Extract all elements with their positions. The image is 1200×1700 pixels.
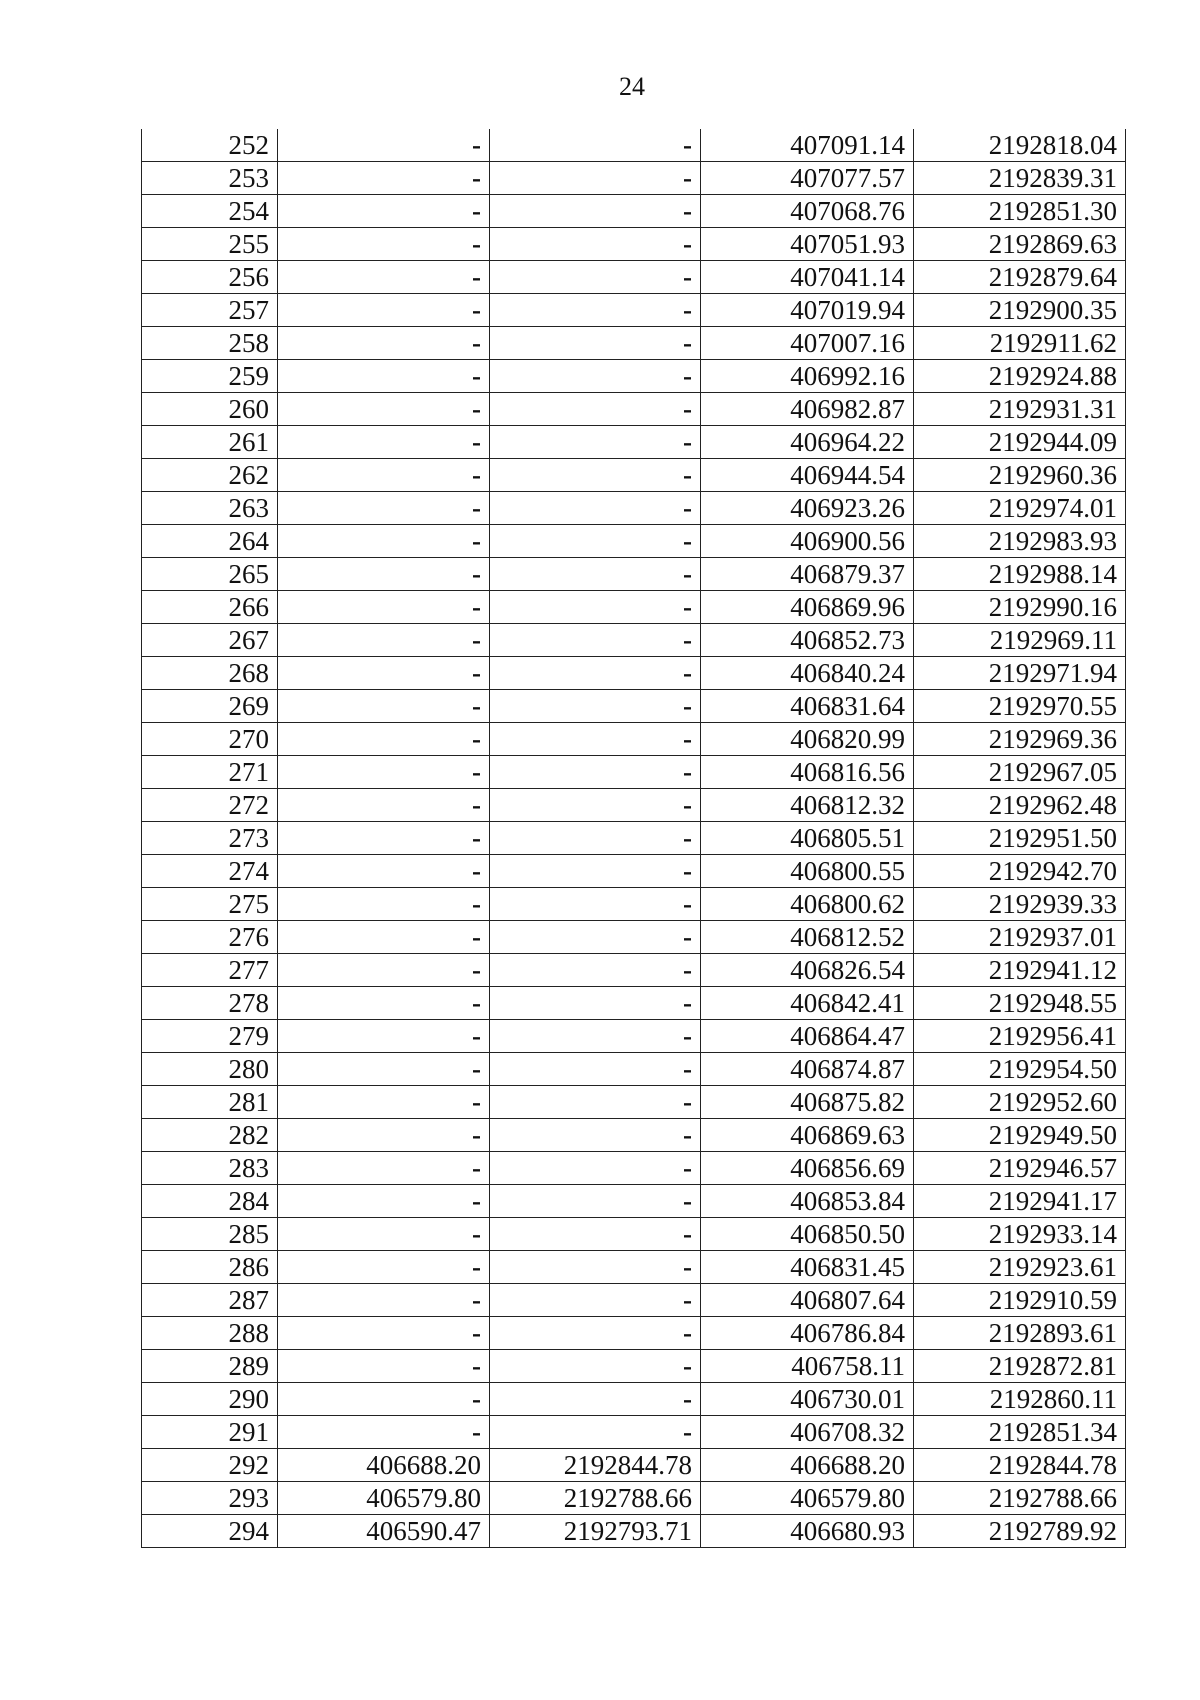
x-coordinate-new-cell: 407041.14 — [701, 261, 914, 294]
table-row — [142, 1350, 1126, 1383]
y-coordinate-cell: - — [490, 1086, 701, 1119]
y-coordinate-cell: - — [490, 228, 701, 261]
point-number-cell: 259 — [142, 360, 278, 393]
point-number-cell: 283 — [142, 1152, 278, 1185]
table-row — [142, 558, 1126, 591]
x-coordinate-new-cell: 406800.62 — [701, 888, 914, 921]
y-coordinate-cell: - — [490, 954, 701, 987]
x-coordinate-new-cell: 406869.63 — [701, 1119, 914, 1152]
y-coordinate-new-cell: 2192818.04 — [914, 129, 1126, 162]
point-number-cell: 253 — [142, 162, 278, 195]
x-coordinate-cell: - — [278, 294, 490, 327]
x-coordinate-new-cell: 406708.32 — [701, 1416, 914, 1449]
point-number-cell: 263 — [142, 492, 278, 525]
y-coordinate-new-cell: 2192860.11 — [914, 1383, 1126, 1416]
x-coordinate-new-cell: 406826.54 — [701, 954, 914, 987]
point-number-cell: 281 — [142, 1086, 278, 1119]
y-coordinate-cell: - — [490, 558, 701, 591]
x-coordinate-new-cell: 406816.56 — [701, 756, 914, 789]
x-coordinate-new-cell: 407068.76 — [701, 195, 914, 228]
y-coordinate-cell: - — [490, 657, 701, 690]
x-coordinate-new-cell: 407019.94 — [701, 294, 914, 327]
y-coordinate-new-cell: 2192941.12 — [914, 954, 1126, 987]
x-coordinate-new-cell: 406992.16 — [701, 360, 914, 393]
x-coordinate-cell: - — [278, 129, 490, 162]
table-row — [142, 624, 1126, 657]
x-coordinate-cell: - — [278, 1020, 490, 1053]
y-coordinate-new-cell: 2192937.01 — [914, 921, 1126, 954]
point-number-cell: 277 — [142, 954, 278, 987]
y-coordinate-new-cell: 2192844.78 — [914, 1449, 1126, 1482]
point-number-cell: 294 — [142, 1515, 278, 1548]
y-coordinate-cell: - — [490, 525, 701, 558]
x-coordinate-new-cell: 406856.69 — [701, 1152, 914, 1185]
y-coordinate-cell: - — [490, 1416, 701, 1449]
x-coordinate-new-cell: 406874.87 — [701, 1053, 914, 1086]
y-coordinate-new-cell: 2192951.50 — [914, 822, 1126, 855]
y-coordinate-cell: 2192844.78 — [490, 1449, 701, 1482]
table-row — [142, 327, 1126, 360]
x-coordinate-cell: - — [278, 459, 490, 492]
x-coordinate-new-cell: 406831.45 — [701, 1251, 914, 1284]
table-row — [142, 1383, 1126, 1416]
point-number-cell: 286 — [142, 1251, 278, 1284]
y-coordinate-new-cell: 2192851.30 — [914, 195, 1126, 228]
y-coordinate-new-cell: 2192893.61 — [914, 1317, 1126, 1350]
table-row — [142, 1317, 1126, 1350]
table-row — [142, 954, 1126, 987]
y-coordinate-cell: - — [490, 426, 701, 459]
point-number-cell: 272 — [142, 789, 278, 822]
y-coordinate-new-cell: 2192788.66 — [914, 1482, 1126, 1515]
table-row — [142, 1020, 1126, 1053]
x-coordinate-new-cell: 406879.37 — [701, 558, 914, 591]
point-number-cell: 260 — [142, 393, 278, 426]
x-coordinate-cell: - — [278, 492, 490, 525]
y-coordinate-new-cell: 2192990.16 — [914, 591, 1126, 624]
y-coordinate-cell: - — [490, 360, 701, 393]
y-coordinate-new-cell: 2192969.11 — [914, 624, 1126, 657]
x-coordinate-cell: - — [278, 723, 490, 756]
y-coordinate-new-cell: 2192789.92 — [914, 1515, 1126, 1548]
point-number-cell: 289 — [142, 1350, 278, 1383]
y-coordinate-new-cell: 2192944.09 — [914, 426, 1126, 459]
x-coordinate-new-cell: 407051.93 — [701, 228, 914, 261]
point-number-cell: 292 — [142, 1449, 278, 1482]
y-coordinate-new-cell: 2192952.60 — [914, 1086, 1126, 1119]
table-row — [142, 1284, 1126, 1317]
x-coordinate-cell: - — [278, 327, 490, 360]
x-coordinate-new-cell: 406800.55 — [701, 855, 914, 888]
x-coordinate-cell: - — [278, 855, 490, 888]
y-coordinate-new-cell: 2192911.62 — [914, 327, 1126, 360]
y-coordinate-new-cell: 2192900.35 — [914, 294, 1126, 327]
x-coordinate-new-cell: 406850.50 — [701, 1218, 914, 1251]
x-coordinate-new-cell: 406864.47 — [701, 1020, 914, 1053]
x-coordinate-new-cell: 407091.14 — [701, 129, 914, 162]
y-coordinate-new-cell: 2192923.61 — [914, 1251, 1126, 1284]
x-coordinate-cell: - — [278, 1119, 490, 1152]
x-coordinate-cell: - — [278, 195, 490, 228]
point-number-cell: 269 — [142, 690, 278, 723]
point-number-cell: 267 — [142, 624, 278, 657]
x-coordinate-cell: - — [278, 789, 490, 822]
y-coordinate-new-cell: 2192910.59 — [914, 1284, 1126, 1317]
x-coordinate-cell: - — [278, 525, 490, 558]
y-coordinate-new-cell: 2192988.14 — [914, 558, 1126, 591]
point-number-cell: 271 — [142, 756, 278, 789]
y-coordinate-cell: - — [490, 492, 701, 525]
x-coordinate-cell: - — [278, 690, 490, 723]
x-coordinate-cell: - — [278, 261, 490, 294]
table-row — [142, 1086, 1126, 1119]
y-coordinate-cell: - — [490, 1218, 701, 1251]
x-coordinate-new-cell: 406805.51 — [701, 822, 914, 855]
x-coordinate-new-cell: 406853.84 — [701, 1185, 914, 1218]
y-coordinate-cell: 2192788.66 — [490, 1482, 701, 1515]
point-number-cell: 270 — [142, 723, 278, 756]
table-row — [142, 1119, 1126, 1152]
x-coordinate-new-cell: 406758.11 — [701, 1350, 914, 1383]
table-row — [142, 459, 1126, 492]
x-coordinate-cell: - — [278, 756, 490, 789]
y-coordinate-cell: - — [490, 261, 701, 294]
y-coordinate-cell: - — [490, 888, 701, 921]
x-coordinate-cell: - — [278, 426, 490, 459]
x-coordinate-cell: - — [278, 1053, 490, 1086]
point-number-cell: 285 — [142, 1218, 278, 1251]
x-coordinate-new-cell: 406875.82 — [701, 1086, 914, 1119]
y-coordinate-cell: - — [490, 1185, 701, 1218]
x-coordinate-cell: - — [278, 1416, 490, 1449]
x-coordinate-cell: - — [278, 1383, 490, 1416]
table-row — [142, 723, 1126, 756]
y-coordinate-cell: - — [490, 162, 701, 195]
y-coordinate-new-cell: 2192946.57 — [914, 1152, 1126, 1185]
y-coordinate-cell: - — [490, 690, 701, 723]
point-number-cell: 265 — [142, 558, 278, 591]
point-number-cell: 287 — [142, 1284, 278, 1317]
table-row — [142, 162, 1126, 195]
x-coordinate-new-cell: 406812.52 — [701, 921, 914, 954]
x-coordinate-new-cell: 406807.64 — [701, 1284, 914, 1317]
point-number-cell: 258 — [142, 327, 278, 360]
y-coordinate-new-cell: 2192969.36 — [914, 723, 1126, 756]
table-row — [142, 855, 1126, 888]
y-coordinate-cell: - — [490, 1317, 701, 1350]
table-row — [142, 1053, 1126, 1086]
y-coordinate-new-cell: 2192971.94 — [914, 657, 1126, 690]
point-number-cell: 276 — [142, 921, 278, 954]
table-row — [142, 690, 1126, 723]
y-coordinate-new-cell: 2192879.64 — [914, 261, 1126, 294]
y-coordinate-cell: - — [490, 723, 701, 756]
point-number-cell: 264 — [142, 525, 278, 558]
x-coordinate-new-cell: 406842.41 — [701, 987, 914, 1020]
y-coordinate-cell: - — [490, 1119, 701, 1152]
y-coordinate-new-cell: 2192941.17 — [914, 1185, 1126, 1218]
y-coordinate-new-cell: 2192939.33 — [914, 888, 1126, 921]
y-coordinate-cell: - — [490, 921, 701, 954]
x-coordinate-cell: 406590.47 — [278, 1515, 490, 1548]
x-coordinate-new-cell: 406812.32 — [701, 789, 914, 822]
table-row — [142, 591, 1126, 624]
point-number-cell: 280 — [142, 1053, 278, 1086]
x-coordinate-new-cell: 406688.20 — [701, 1449, 914, 1482]
table-row — [142, 657, 1126, 690]
x-coordinate-new-cell: 406680.93 — [701, 1515, 914, 1548]
table-row — [142, 822, 1126, 855]
table-row — [142, 492, 1126, 525]
x-coordinate-new-cell: 406730.01 — [701, 1383, 914, 1416]
table-row — [142, 261, 1126, 294]
x-coordinate-cell: - — [278, 162, 490, 195]
y-coordinate-new-cell: 2192960.36 — [914, 459, 1126, 492]
x-coordinate-new-cell: 406579.80 — [701, 1482, 914, 1515]
point-number-cell: 278 — [142, 987, 278, 1020]
table-row — [142, 129, 1126, 162]
y-coordinate-new-cell: 2192954.50 — [914, 1053, 1126, 1086]
y-coordinate-new-cell: 2192872.81 — [914, 1350, 1126, 1383]
x-coordinate-cell: - — [278, 360, 490, 393]
table-row — [142, 294, 1126, 327]
y-coordinate-cell: - — [490, 756, 701, 789]
y-coordinate-new-cell: 2192967.05 — [914, 756, 1126, 789]
point-number-cell: 255 — [142, 228, 278, 261]
x-coordinate-new-cell: 407077.57 — [701, 162, 914, 195]
point-number-cell: 293 — [142, 1482, 278, 1515]
point-number-cell: 288 — [142, 1317, 278, 1350]
x-coordinate-new-cell: 406964.22 — [701, 426, 914, 459]
table-row — [142, 789, 1126, 822]
y-coordinate-cell: - — [490, 1020, 701, 1053]
x-coordinate-new-cell: 406923.26 — [701, 492, 914, 525]
y-coordinate-cell: - — [490, 822, 701, 855]
point-number-cell: 273 — [142, 822, 278, 855]
point-number-cell: 256 — [142, 261, 278, 294]
y-coordinate-new-cell: 2192931.31 — [914, 393, 1126, 426]
x-coordinate-new-cell: 406944.54 — [701, 459, 914, 492]
table-row — [142, 1416, 1126, 1449]
table-row — [142, 987, 1126, 1020]
point-number-cell: 254 — [142, 195, 278, 228]
table-row — [142, 228, 1126, 261]
y-coordinate-cell: - — [490, 459, 701, 492]
y-coordinate-cell: - — [490, 1251, 701, 1284]
y-coordinate-new-cell: 2192974.01 — [914, 492, 1126, 525]
y-coordinate-cell: - — [490, 987, 701, 1020]
point-number-cell: 252 — [142, 129, 278, 162]
x-coordinate-new-cell: 406852.73 — [701, 624, 914, 657]
point-number-cell: 290 — [142, 1383, 278, 1416]
y-coordinate-cell: - — [490, 327, 701, 360]
x-coordinate-cell: - — [278, 954, 490, 987]
x-coordinate-cell: - — [278, 657, 490, 690]
x-coordinate-new-cell: 406900.56 — [701, 525, 914, 558]
x-coordinate-new-cell: 406831.64 — [701, 690, 914, 723]
y-coordinate-cell: - — [490, 195, 701, 228]
table-row — [142, 525, 1126, 558]
y-coordinate-new-cell: 2192962.48 — [914, 789, 1126, 822]
y-coordinate-new-cell: 2192983.93 — [914, 525, 1126, 558]
x-coordinate-cell: - — [278, 1218, 490, 1251]
x-coordinate-cell: - — [278, 987, 490, 1020]
x-coordinate-new-cell: 406786.84 — [701, 1317, 914, 1350]
y-coordinate-cell: - — [490, 1284, 701, 1317]
table-row — [142, 1218, 1126, 1251]
y-coordinate-cell: - — [490, 855, 701, 888]
y-coordinate-new-cell: 2192851.34 — [914, 1416, 1126, 1449]
x-coordinate-cell: - — [278, 1251, 490, 1284]
y-coordinate-cell: - — [490, 591, 701, 624]
x-coordinate-cell: - — [278, 228, 490, 261]
table-row — [142, 1449, 1126, 1482]
point-number-cell: 268 — [142, 657, 278, 690]
x-coordinate-new-cell: 406840.24 — [701, 657, 914, 690]
x-coordinate-cell: - — [278, 822, 490, 855]
x-coordinate-cell: - — [278, 1350, 490, 1383]
point-number-cell: 282 — [142, 1119, 278, 1152]
table-row — [142, 360, 1126, 393]
y-coordinate-cell: - — [490, 129, 701, 162]
table-row — [142, 1515, 1126, 1548]
x-coordinate-cell: - — [278, 1185, 490, 1218]
y-coordinate-new-cell: 2192924.88 — [914, 360, 1126, 393]
table-row — [142, 195, 1126, 228]
y-coordinate-new-cell: 2192942.70 — [914, 855, 1126, 888]
table-row — [142, 1482, 1126, 1515]
y-coordinate-new-cell: 2192933.14 — [914, 1218, 1126, 1251]
coordinate-table — [141, 129, 1126, 1548]
point-number-cell: 275 — [142, 888, 278, 921]
y-coordinate-new-cell: 2192948.55 — [914, 987, 1126, 1020]
x-coordinate-cell: - — [278, 1284, 490, 1317]
point-number-cell: 257 — [142, 294, 278, 327]
table-row — [142, 921, 1126, 954]
table-body — [142, 129, 1126, 1548]
table-row — [142, 888, 1126, 921]
y-coordinate-new-cell: 2192869.63 — [914, 228, 1126, 261]
point-number-cell: 266 — [142, 591, 278, 624]
table-row — [142, 426, 1126, 459]
table-row — [142, 1251, 1126, 1284]
table-row — [142, 1185, 1126, 1218]
y-coordinate-new-cell: 2192956.41 — [914, 1020, 1126, 1053]
table-row — [142, 756, 1126, 789]
x-coordinate-cell: - — [278, 888, 490, 921]
point-number-cell: 261 — [142, 426, 278, 459]
y-coordinate-new-cell: 2192970.55 — [914, 690, 1126, 723]
x-coordinate-cell: - — [278, 921, 490, 954]
y-coordinate-cell: - — [490, 294, 701, 327]
y-coordinate-new-cell: 2192949.50 — [914, 1119, 1126, 1152]
x-coordinate-cell: 406688.20 — [278, 1449, 490, 1482]
x-coordinate-cell: - — [278, 558, 490, 591]
x-coordinate-cell: 406579.80 — [278, 1482, 490, 1515]
x-coordinate-cell: - — [278, 1152, 490, 1185]
x-coordinate-cell: - — [278, 1086, 490, 1119]
point-number-cell: 262 — [142, 459, 278, 492]
table-row — [142, 1152, 1126, 1185]
y-coordinate-cell: - — [490, 624, 701, 657]
y-coordinate-cell: - — [490, 1383, 701, 1416]
point-number-cell: 284 — [142, 1185, 278, 1218]
x-coordinate-cell: - — [278, 393, 490, 426]
x-coordinate-cell: - — [278, 591, 490, 624]
x-coordinate-new-cell: 406869.96 — [701, 591, 914, 624]
point-number-cell: 291 — [142, 1416, 278, 1449]
x-coordinate-new-cell: 406982.87 — [701, 393, 914, 426]
x-coordinate-new-cell: 407007.16 — [701, 327, 914, 360]
page-number: 24 — [619, 72, 645, 101]
point-number-cell: 274 — [142, 855, 278, 888]
y-coordinate-cell: - — [490, 393, 701, 426]
y-coordinate-cell: - — [490, 1053, 701, 1086]
x-coordinate-cell: - — [278, 1317, 490, 1350]
x-coordinate-cell: - — [278, 624, 490, 657]
y-coordinate-cell: 2192793.71 — [490, 1515, 701, 1548]
y-coordinate-new-cell: 2192839.31 — [914, 162, 1126, 195]
y-coordinate-cell: - — [490, 1350, 701, 1383]
point-number-cell: 279 — [142, 1020, 278, 1053]
table-row — [142, 393, 1126, 426]
y-coordinate-cell: - — [490, 1152, 701, 1185]
x-coordinate-new-cell: 406820.99 — [701, 723, 914, 756]
y-coordinate-cell: - — [490, 789, 701, 822]
